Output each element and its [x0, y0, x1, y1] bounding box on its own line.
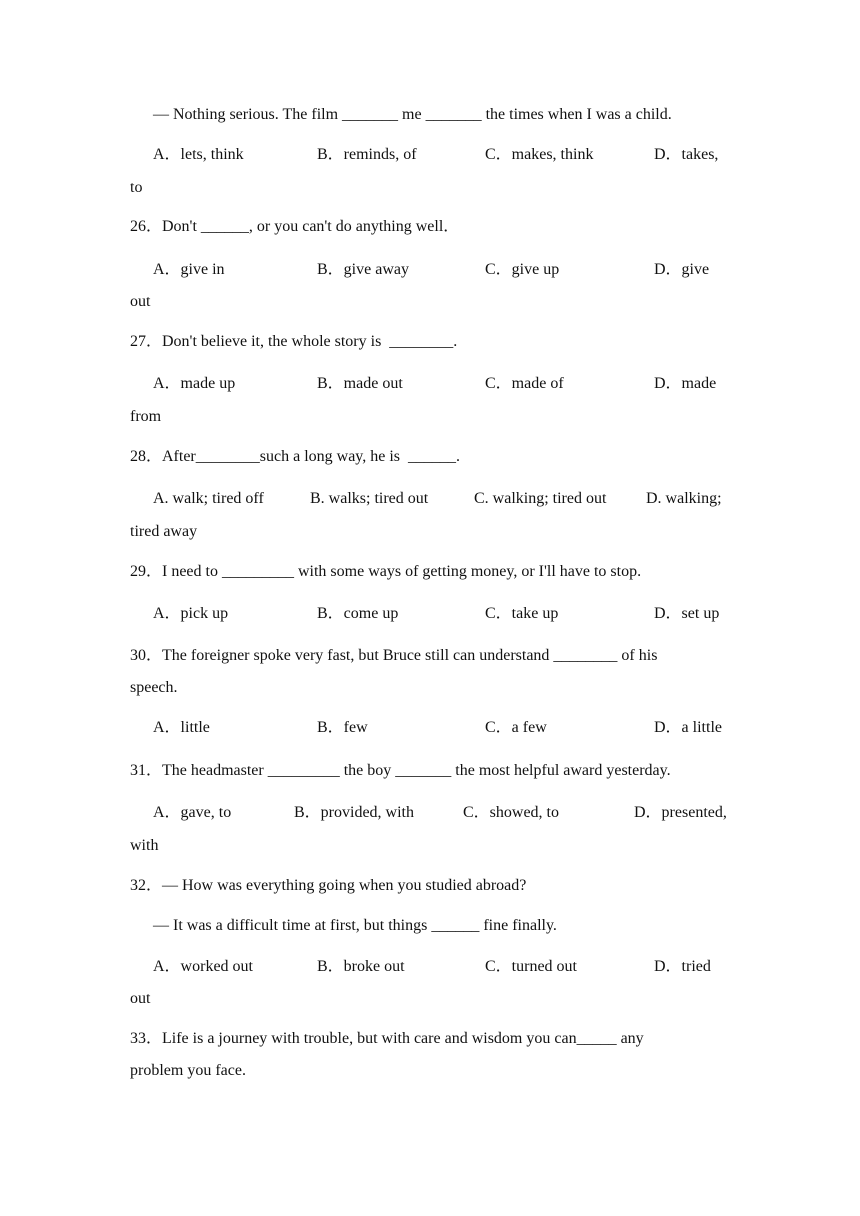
question-27-stem: 27．Don't believe it, the whole story is ________.	[130, 333, 458, 350]
question-30-stem-continued: speech.	[130, 679, 178, 696]
question-25-option-d: D．takes,	[654, 146, 719, 163]
question-30-option-d: D．a little	[654, 719, 722, 736]
question-28-option-b: B. walks; tired out	[310, 490, 429, 507]
question-27-option-c: C．made of	[485, 375, 564, 392]
question-28-option-a: A. walk; tired off	[153, 490, 264, 507]
question-26-option-c: C．give up	[485, 261, 560, 278]
question-29-option-d: D．set up	[654, 605, 720, 622]
question-32-option-c: C．turned out	[485, 958, 577, 975]
question-27-option-wrap: from	[130, 408, 162, 425]
question-26-option-wrap: out	[130, 293, 151, 310]
question-33-stem-continued: problem you face.	[130, 1062, 246, 1079]
question-25-option-wrap: to	[130, 179, 143, 196]
question-29-option-b: B．come up	[317, 605, 399, 622]
question-27-option-a: A．made up	[153, 375, 236, 392]
question-25-option-b: B．reminds, of	[317, 146, 417, 163]
question-29-stem: 29．I need to _________ with some ways of getting money, or I'll have to stop.	[130, 563, 642, 580]
question-28-option-c: C. walking; tired out	[474, 490, 607, 507]
question-32-option-a: A．worked out	[153, 958, 253, 975]
question-29-option-c: C．take up	[485, 605, 559, 622]
question-29-option-a: A．pick up	[153, 605, 229, 622]
question-25-option-a: A．lets, think	[153, 146, 244, 163]
question-26-option-d: D．give	[654, 261, 710, 278]
question-30-option-a: A．little	[153, 719, 210, 736]
question-27-option-d: D．made	[654, 375, 717, 392]
question-25-option-c: C．makes, think	[485, 146, 594, 163]
question-31-option-b: B．provided, with	[294, 804, 414, 821]
question-33-stem: 33．Life is a journey with trouble, but with care and wisdom you can_____ any	[130, 1030, 644, 1047]
question-31-stem: 31．The headmaster _________ the boy _______ the most helpful award yesterday.	[130, 762, 671, 779]
question-31-option-wrap: with	[130, 837, 159, 854]
question-32-stem: 32．— How was everything going when you studied abroad?	[130, 877, 527, 894]
question-25-stem: — Nothing serious. The film _______ me _______ the times when I was a child.	[153, 106, 672, 123]
question-32-option-b: B．broke out	[317, 958, 405, 975]
question-28-option-d: D. walking;	[646, 490, 722, 507]
question-26-stem: 26．Don't ______, or you can't do anything well．	[130, 218, 460, 235]
question-26-option-a: A．give in	[153, 261, 225, 278]
question-32-stem-continued: — It was a difficult time at first, but things ______ fine finally.	[153, 917, 557, 934]
question-30-option-b: B．few	[317, 719, 368, 736]
question-31-option-c: C．showed, to	[463, 804, 560, 821]
question-30-stem: 30．The foreigner spoke very fast, but Bruce still can understand ________ of his	[130, 647, 658, 664]
question-28-stem: 28．After________such a long way, he is ______.	[130, 448, 461, 465]
question-30-option-c: C．a few	[485, 719, 547, 736]
question-31-option-a: A．gave, to	[153, 804, 232, 821]
question-28-option-wrap: tired away	[130, 523, 198, 540]
question-31-option-d: D．presented,	[634, 804, 727, 821]
question-32-option-wrap: out	[130, 990, 151, 1007]
question-27-option-b: B．made out	[317, 375, 403, 392]
question-32-option-d: D．tried	[654, 958, 711, 975]
question-26-option-b: B．give away	[317, 261, 409, 278]
